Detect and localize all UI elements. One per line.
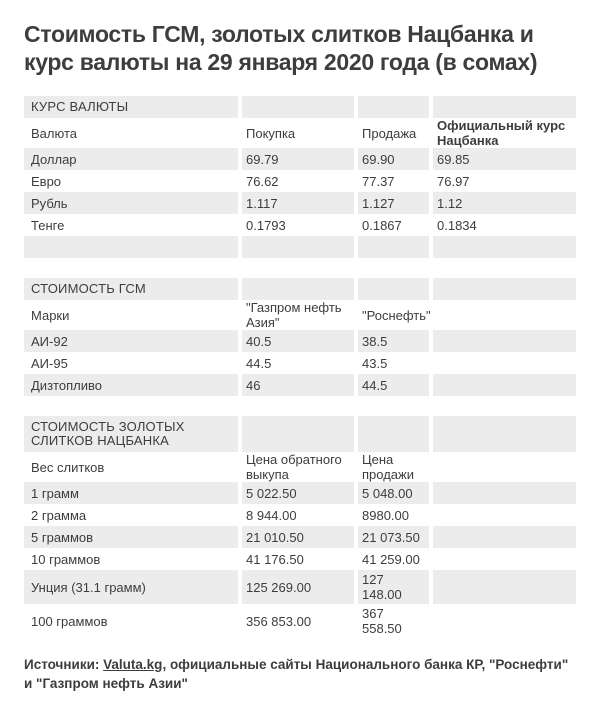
sources-note [24,655,576,693]
table-row [24,192,576,214]
sources-prefix: Источники: [24,657,104,672]
column-header-row [24,300,576,330]
table-cell: 0.1867 [358,214,429,236]
table-cell: 77.37 [358,170,429,192]
table-cell [433,330,576,352]
table-cell: 44.5 [242,352,354,374]
table-cell [433,526,576,548]
column-header-cell: "Газпром нефть Азия" [242,300,354,330]
column-header-cell [433,300,576,330]
table-cell: 76.62 [242,170,354,192]
table-cell: 46 [242,374,354,396]
table-cell: 5 048.00 [358,482,429,504]
table-row [24,148,576,170]
table-row [24,374,576,396]
table-row [24,504,576,526]
table-row [24,548,576,570]
table-cell: 125 269.00 [242,570,354,604]
column-header-row [24,452,576,482]
table-cell: 69.90 [358,148,429,170]
column-header-cell: Цена продажи [358,452,429,482]
table-cell [24,236,238,258]
table-cell [433,374,576,396]
column-header-cell: Покупка [242,118,354,148]
column-header-cell: Валюта [24,118,238,148]
table-cell: Унция (31.1 грамм) [24,570,238,604]
section-title-cell: КУРС ВАЛЮТЫ [24,96,238,118]
table-cell: 8 944.00 [242,504,354,526]
table-cell: АИ-92 [24,330,238,352]
section-title-cell: СТОИМОСТЬ ГСМ [24,278,238,300]
table-cell: 1 грамм [24,482,238,504]
table-cell: 367 558.50 [358,604,429,638]
page-title-line2: курс валюты на 29 января 2020 года (в сомах) [24,49,538,75]
table-cell: 127 148.00 [358,570,429,604]
table-row [24,570,576,604]
table-cell: 69.79 [242,148,354,170]
table-cell: АИ-95 [24,352,238,374]
table-cell: 41 176.50 [242,548,354,570]
table-row [24,526,576,548]
table-cell: Рубль [24,192,238,214]
table-cell: 0.1834 [433,214,576,236]
table-row [24,330,576,352]
section-header-row [24,96,576,118]
table-cell: Доллар [24,148,238,170]
table-cell: 44.5 [358,374,429,396]
table-cell: 8980.00 [358,504,429,526]
table-cell: 41 259.00 [358,548,429,570]
section-header-filler [358,278,429,300]
section-header-row [24,278,576,300]
table-cell [433,236,576,258]
table-cell: 69.85 [433,148,576,170]
table-row [24,214,576,236]
column-header-cell: Марки [24,300,238,330]
table-cell: 0.1793 [242,214,354,236]
table-cell: 1.12 [433,192,576,214]
section-title-cell: СТОИМОСТЬ ЗОЛОТЫХ СЛИТКОВ НАЦБАНКА [24,416,238,452]
section-header-filler [433,96,576,118]
table-cell: 356 853.00 [242,604,354,638]
column-header-cell: Цена обратного выкупа [242,452,354,482]
section-header-filler [242,278,354,300]
sources-suffix: , официальные сайты Национального банка КР, "Роснефти" и "Газпром нефть Азии" [24,657,569,691]
column-header-cell: Официальный курс Нацбанка [433,118,576,148]
table-cell: 1.117 [242,192,354,214]
valuta-link[interactable]: Valuta.kg [103,657,163,672]
table-row [24,236,576,258]
section-header-filler [242,416,354,452]
table-cell: 38.5 [358,330,429,352]
column-header-cell [433,452,576,482]
table-cell: Тенге [24,214,238,236]
table-cell: 2 грамма [24,504,238,526]
infographic [0,20,600,693]
column-header-cell: Вес слитков [24,452,238,482]
table-cell: Дизтопливо [24,374,238,396]
currency-table [24,96,576,258]
table-cell [433,604,576,638]
table-cell [433,352,576,374]
table-cell [433,570,576,604]
section-header-row [24,416,576,452]
table-cell: 21 010.50 [242,526,354,548]
table-cell: 10 граммов [24,548,238,570]
section-header-filler [433,278,576,300]
page-title [24,20,576,76]
table-cell [433,504,576,526]
column-header-row [24,118,576,148]
gold-table [24,416,576,638]
table-cell [433,548,576,570]
table-cell: 40.5 [242,330,354,352]
table-cell: 76.97 [433,170,576,192]
section-header-filler [242,96,354,118]
table-cell [433,482,576,504]
section-header-filler [358,416,429,452]
section-header-filler [433,416,576,452]
table-cell: Евро [24,170,238,192]
column-header-cell: Продажа [358,118,429,148]
table-cell [358,236,429,258]
table-cell [242,236,354,258]
column-header-cell: "Роснефть" [358,300,429,330]
table-cell: 21 073.50 [358,526,429,548]
table-row [24,482,576,504]
section-header-filler [358,96,429,118]
table-row [24,170,576,192]
table-cell: 43.5 [358,352,429,374]
table-cell: 5 022.50 [242,482,354,504]
table-row [24,604,576,638]
table-cell: 100 граммов [24,604,238,638]
fuel-table [24,278,576,396]
page-title-line1: Стоимость ГСМ, золотых слитков Нацбанка и [24,21,534,47]
table-cell: 5 граммов [24,526,238,548]
table-row [24,352,576,374]
table-cell: 1.127 [358,192,429,214]
